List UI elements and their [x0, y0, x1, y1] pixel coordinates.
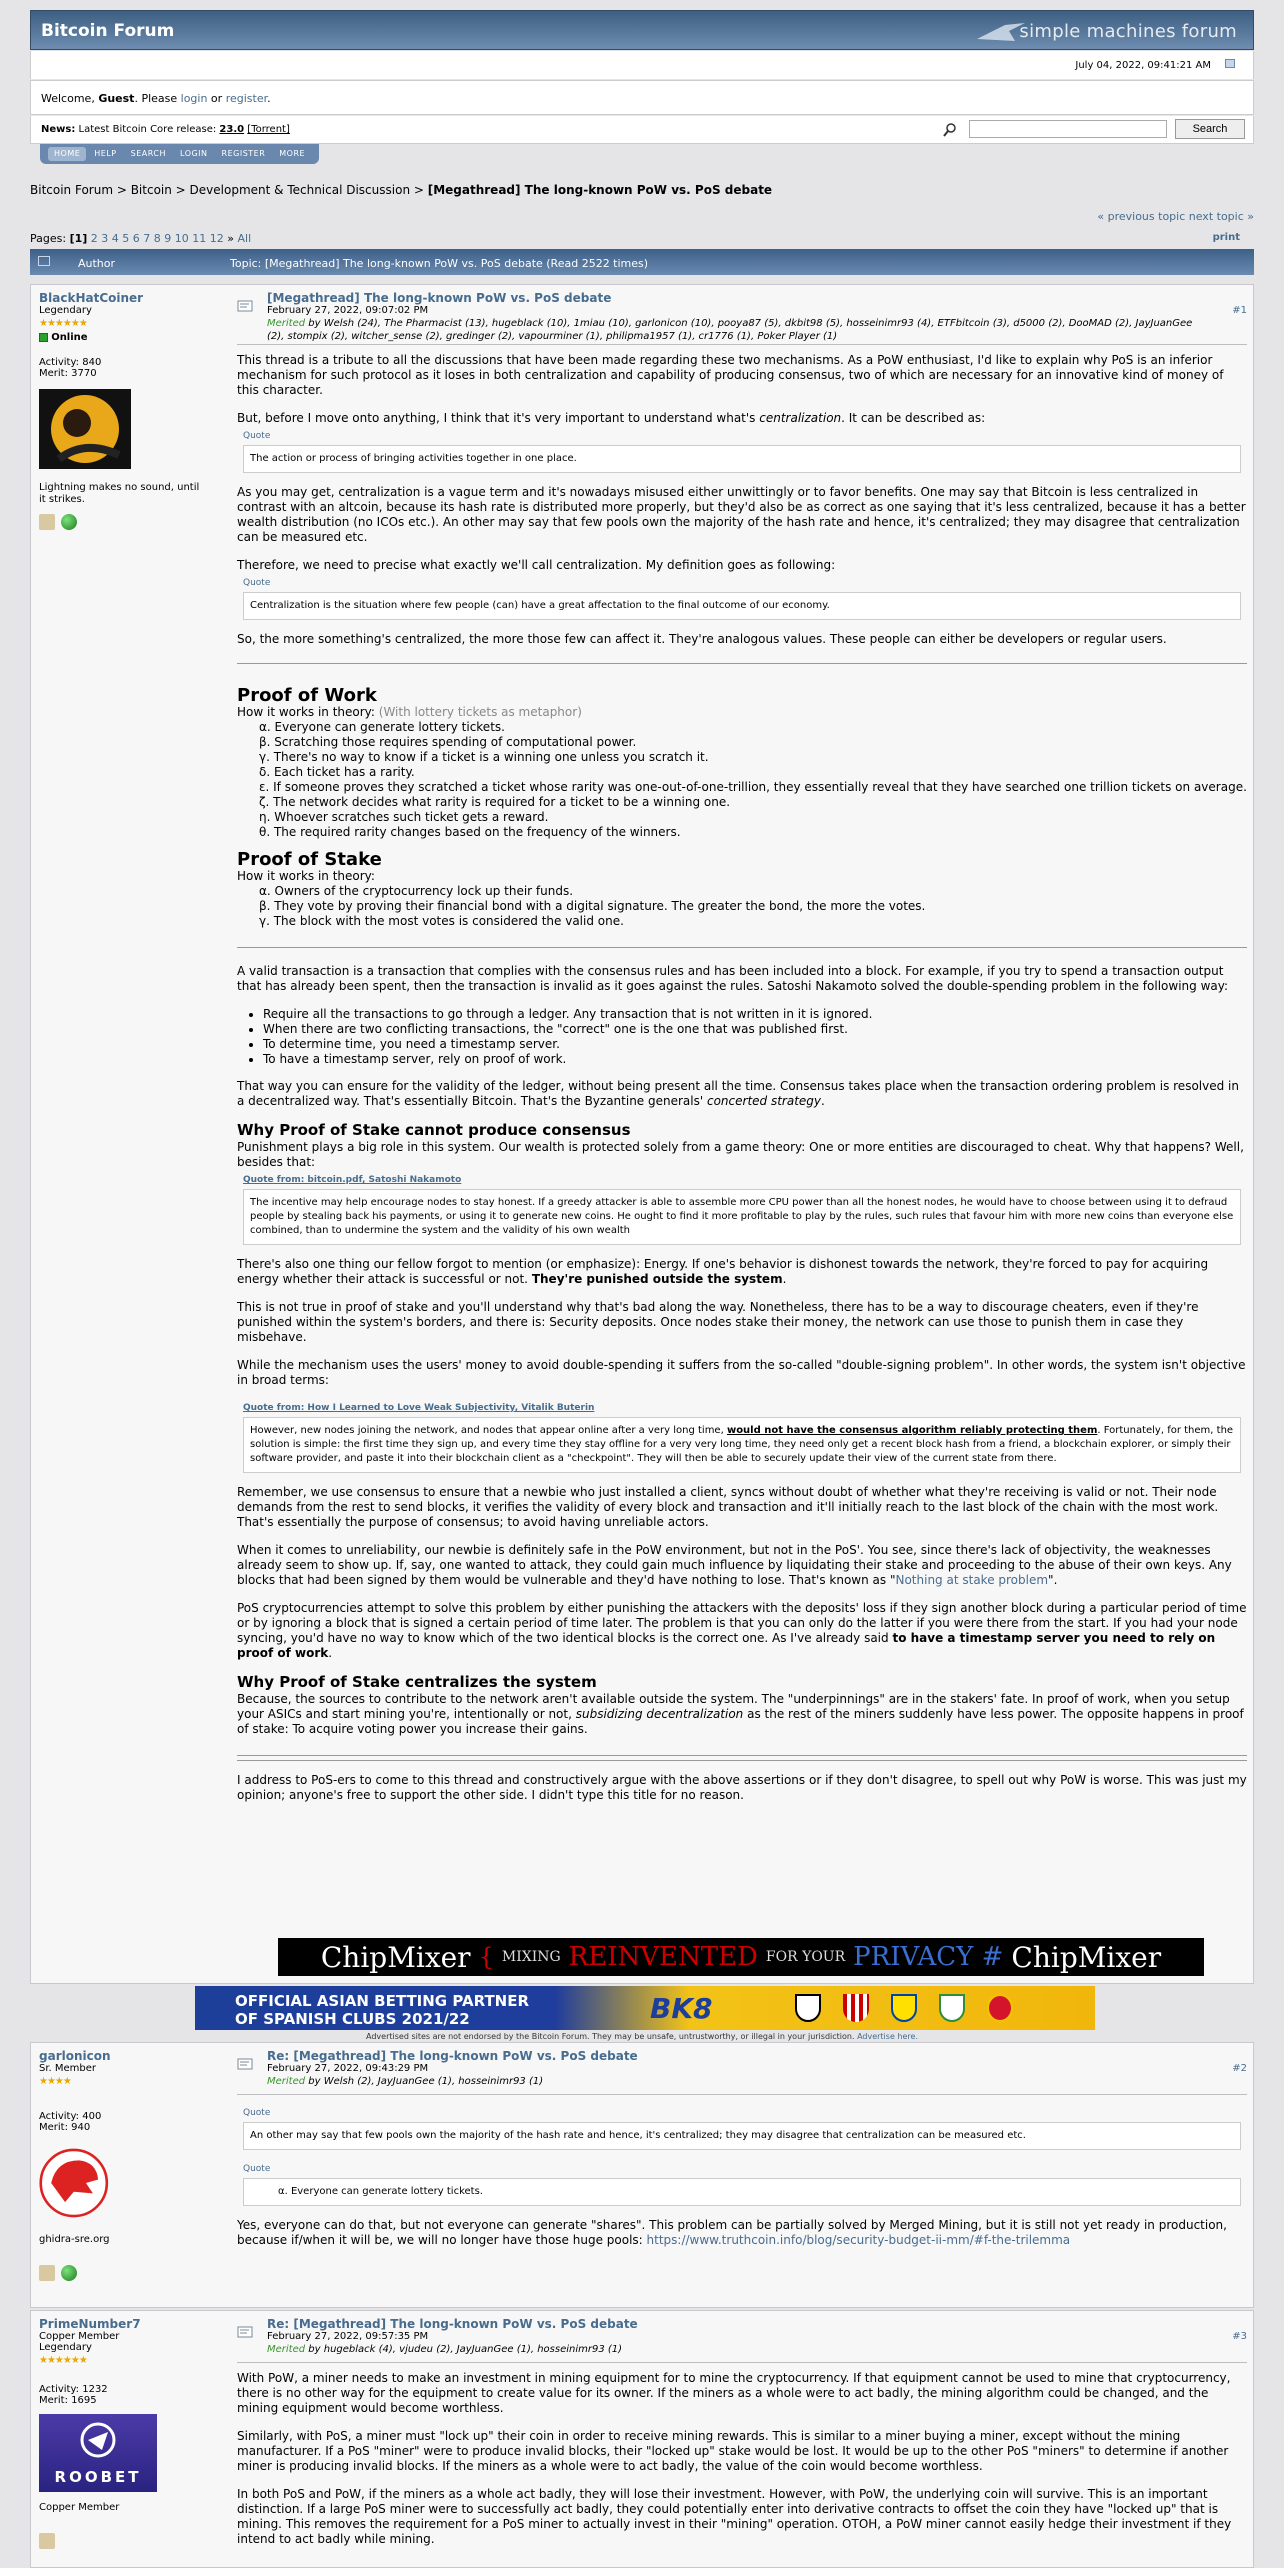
quote-block: The action or process of bringing activities together in one place. [243, 445, 1241, 473]
post-page-icon [237, 2325, 255, 2339]
welcome-end: . [267, 92, 271, 105]
advertise-here-link[interactable]: Advertise here. [857, 2032, 918, 2041]
search-input[interactable] [969, 120, 1167, 138]
post-content [237, 2363, 1247, 2547]
page-link[interactable]: 12 [209, 232, 224, 245]
poster-signature: Lightning makes no sound, until it strikes. [39, 482, 200, 505]
main-menu [40, 144, 319, 164]
smf-logo-text: simple machines forum [1019, 21, 1237, 42]
page-link[interactable]: 4 [111, 232, 119, 245]
post-page-icon [237, 299, 255, 313]
text: Because, the sources to contribute to the network aren't available outside the system. The "underpinnings" are in the stakers' fate. In proof of work, when you setup your ASICs and start mining you're, intentionally or not, [237, 1692, 1230, 1721]
paragraph [237, 1543, 1247, 1588]
avatar [39, 2414, 157, 2492]
poster-name[interactable]: BlackHatCoiner [39, 291, 144, 305]
poster-actions [39, 2265, 229, 2281]
poster-signature: ghidra-sre.org [39, 2234, 110, 2245]
poster-merit: Merit: 3770 [39, 368, 97, 379]
list-item: α. Everyone can generate lottery tickets. [259, 720, 505, 734]
collapse-toggle-icon[interactable] [1225, 59, 1235, 68]
ad-line2: OF SPANISH CLUBS 2021/22 [235, 2010, 470, 2028]
quote-block: An other may say that few pools own the majority of the hash rate and hence, it's centralized; they may disagree that centralization can be measured etc. [243, 2122, 1241, 2150]
club-badges [795, 1994, 1013, 2022]
ad-brand-logo: BK8 [650, 1992, 713, 2025]
paragraph: I address to PoS-ers to come to this thread and constructively argue with the above assertions or if they don't disagree, to spell out why PoW is worse. This was just my opinion; anyone's free to support the other side. I didn't type this title for no reason. [237, 1773, 1247, 1802]
quote-header[interactable]: Quote from: How I Learned to Love Weak Subjectivity, Vitalik Buterin [243, 1403, 595, 1413]
club-badge-icon [843, 1994, 869, 2022]
post-title[interactable]: Re: [Megathread] The long-known PoW vs. PoS debate [267, 2317, 638, 2331]
ad-note-text: Advertised sites are not endorsed by the Bitcoin Forum. They may be unsafe, untrustworthy, or illegal in your jurisdiction. [366, 2032, 855, 2041]
club-badge-icon [987, 1994, 1013, 2022]
post-body [237, 2049, 1247, 2261]
page-link[interactable]: 8 [153, 232, 161, 245]
post-date: February 27, 2022, 09:43:29 PM [267, 2063, 429, 2074]
chipmixer-reinvented: REINVENTED [568, 1942, 758, 1972]
club-badge-icon [795, 1994, 821, 2022]
page-link[interactable]: 5 [122, 232, 130, 245]
bold-text: They're punished outside the system [531, 1272, 783, 1286]
chipmixer-right: ChipMixer [1011, 1940, 1162, 1974]
rank-stars-icon: ★★★★ [39, 2076, 71, 2087]
topic-column-header: Topic: [Megathread] The long-known PoW vs. PoS debate (Read 2522 times) [230, 257, 649, 270]
section-heading: Proof of Stake [237, 849, 382, 870]
avatar-text: ROOBET [54, 2468, 142, 2486]
paragraph: This is not true in proof of stake and you'll understand why that's bad along the way. Nonetheless, there has to be a way to discourage cheaters, even if they're punished within the system's borders, and there is: Security deposits. Once nodes stake their money, the network can use those to punish them in case they misbehave. [237, 1300, 1199, 1344]
paragraph: While the mechanism uses the users' money to avoid double-spending it suffers from the so-called "double-signing problem". In other words, the system isn't objective in broad terms: [237, 1358, 1246, 1387]
poster-signature: Copper Member [39, 2502, 120, 2513]
chipmixer-privacy: PRIVACY # [853, 1942, 1004, 1972]
ad-disclaimer [0, 2032, 1284, 2041]
breadcrumb-board[interactable]: Development & Technical Discussion [189, 183, 411, 197]
author-column-header: Author [78, 257, 116, 270]
guest-label: Guest [98, 92, 135, 105]
previous-topic-link[interactable]: « previous topic [1097, 210, 1186, 223]
text: . Fortunately, for them, the solution is simple: the first time they sign up, and every time they stay offline for a very very long time, they need only get a recent block hash from a friend, a blockchain explorer, or simply their software provider, and paste it into their blockchain client as a "checkpoint". They will then be able to securely update their view of the current state from there. [250, 1425, 1234, 1464]
nothing-at-stake-link[interactable]: Nothing at stake problem [895, 1573, 1049, 1587]
bullet-list [263, 1007, 1247, 1067]
core-version-link[interactable]: 23.0 [219, 124, 245, 135]
paragraph: As you may get, centralization is a vague term and it's nowadays misused either unwittingly or to favor benefits. One may say that Bitcoin is less centralized in contrast with an altcoin, because its hash rate is distributed more properly, but they'd also be as correct as one saying that it's less centralized, because it has a better wealth distribution (no ICOs etc.). An other may say that few pools own the majority of the hash rate and hence, it's centralized; they may disagree that centralization can be measured etc. [237, 485, 1246, 544]
section-heading: Why Proof of Stake centralizes the system [237, 1673, 597, 1691]
topic-table-header [30, 249, 1254, 275]
quote-header[interactable]: Quote from: bitcoin.pdf, Satoshi Nakamoto [243, 1175, 462, 1185]
list-item: γ. The block with the most votes is considered the valid one. [259, 914, 624, 928]
paragraph [237, 1692, 1247, 1737]
page-link[interactable]: 10 [174, 232, 189, 245]
post-content [237, 2095, 1247, 2248]
breadcrumb-topic[interactable]: [Megathread] The long-known PoW vs. PoS debate [427, 183, 773, 197]
poster-info [39, 291, 229, 530]
welcome-mid: . Please [134, 92, 181, 105]
divider [237, 947, 1247, 948]
post-number[interactable]: #2 [1232, 2063, 1247, 2074]
bold-text: to have a timestamp server you need to rely on proof of work [237, 1631, 1216, 1660]
poster-actions [39, 514, 229, 530]
current-page: [1] [69, 232, 88, 245]
profile-icon[interactable] [39, 2533, 55, 2549]
paragraph: With PoW, a miner needs to make an investment in mining equipment for to mine the cryptocurrency. If that equipment cannot be used to mine that cryptocurrency, there is no other way for the equipment to create value for its owner. If the miners as a whole were to act badly, the mining algorithm could be changed, and the mining equipment would become worthless. [237, 2371, 1231, 2415]
emphasis: subsidizing decentralization [575, 1707, 744, 1721]
paragraph [237, 1079, 1247, 1109]
merited-by-list: by Welsh (2), JayJuanGee (1), hosseinimr93 (1) [308, 2076, 544, 2087]
text: PoS cryptocurrencies attempt to solve this problem by either punishing the attackers with the deposits' loss if they sign another block during a particular period of time or by ignoring a block that is signed a certain period of time later. The problem is that you can only do the latter if you were there from the start. If you had your node syncing, you'd have no way to know which of the two identical blocks is the correct one. As I've already said [237, 1601, 1247, 1645]
list-item: β. They vote by proving their financial bond with a digital signature. The greater the bond, the more the votes. [259, 899, 926, 913]
online-icon [39, 333, 48, 342]
post-merits [267, 2075, 1207, 2088]
section-heading: Proof of Work [237, 685, 377, 706]
welcome-panel [30, 80, 1254, 115]
paragraph [237, 411, 1247, 426]
online-status [39, 332, 229, 343]
chipmixer-mixing: MIXING [501, 1949, 561, 1965]
website-globe-icon[interactable] [61, 514, 77, 530]
date-bar [30, 51, 1254, 79]
poster-merit: Merit: 940 [39, 2122, 91, 2133]
text: However, new nodes joining the network, and nodes that appear online after a very long time, [250, 1425, 727, 1436]
post [30, 2042, 1254, 2308]
print-link[interactable]: print [1212, 232, 1240, 243]
news-text [41, 124, 290, 135]
divider [237, 1760, 1247, 1761]
welcome-or: or [207, 92, 226, 105]
poster-name[interactable]: garlonicon [39, 2049, 111, 2063]
profile-icon[interactable] [39, 514, 55, 530]
post-number[interactable]: #1 [1232, 305, 1247, 316]
page-link[interactable]: 6 [132, 232, 140, 245]
quote-header[interactable]: Quote [243, 578, 271, 588]
topic-icon [38, 256, 50, 266]
breadcrumb-forum[interactable]: Bitcoin Forum [30, 183, 114, 197]
torrent-link[interactable]: [Torrent] [247, 124, 290, 135]
merited-by-list: by Welsh (24), The Pharmacist (13), hugeblack (10), 1miau (10), garlonicon (10), pooya87 (5), dkbit98 (5), hosseinimr93 (4), ETFbitcoin (3), d5000 (2), DooMAD (2), JayJuanGee (2), stompix (2), witcher_sense (2), gredinger (2), vapourminer (1), philipma1957 (1), cr1776 (1), Poker Player (1) [267, 318, 1193, 342]
search-button[interactable]: Search [1175, 119, 1245, 139]
welcome-prefix: Welcome, [41, 92, 99, 105]
text: as the rest of the miners suddenly have less power. The opposite happens in proof of stake: To acquire voting power you increase their gains. [237, 1707, 1244, 1736]
merited-label: Merited [267, 2344, 306, 2355]
pages-more: » [227, 232, 235, 245]
text: . [782, 1272, 787, 1286]
section-heading: Why Proof of Stake cannot produce consensus [237, 1121, 631, 1139]
divider [237, 1755, 1247, 1756]
signature-banner[interactable] [278, 1938, 1204, 1976]
pow-intro [237, 705, 1247, 720]
ad-line1: OFFICIAL ASIAN BETTING PARTNER [235, 1992, 530, 2010]
poster-rank: Sr. Member [39, 2063, 97, 2074]
website-globe-icon[interactable] [61, 2265, 77, 2281]
list-item: • To have a timestamp server, rely on proof of work. [263, 1052, 1247, 1067]
club-badge-icon [891, 1994, 917, 2022]
post-title[interactable]: Re: [Megathread] The long-known PoW vs. PoS debate [267, 2049, 638, 2063]
post [30, 2310, 1254, 2568]
merited-label: Merited [267, 2076, 306, 2087]
post-header [237, 2317, 1247, 2363]
truthcoin-link[interactable]: https://www.truthcoin.info/blog/security-budget-ii-mm/#f-the-trilemma [646, 2233, 1071, 2247]
paragraph: This thread is a tribute to all the discussions that have been made regarding these two mechanisms. As a PoW enthusiast, I'd like to explain why PoS is an inferior mechanism for such protocol as it loses in both centralization and capability of producing consensus, two of which are necessary for an innovative kind of money of this character. [237, 353, 1224, 397]
pages-label: Pages: [30, 232, 70, 245]
rank-stars-icon: ★★★★★★ [39, 2355, 87, 2366]
list-item: • To determine time, you need a timestamp server. [263, 1037, 1247, 1052]
breadcrumb-bitcoin[interactable]: Bitcoin [130, 183, 172, 197]
menu-search[interactable]: SEARCH [130, 149, 167, 158]
chipmixer-left: ChipMixer [320, 1940, 471, 1974]
underlined-text: would not have the consensus algorithm reliably protecting them [726, 1425, 1098, 1436]
quote-block [243, 1417, 1241, 1473]
poster-info [39, 2049, 229, 2281]
paragraph: In both PoS and PoW, if the miners as a whole act badly, they will lose their investment. However, with PoW, the underlying coin will survive. This is an important distinction. If a large PoS miner were to successfully act badly, they could potentially enter into derivative contracts to offset the coin they have "locked up" that is mining. This removes the requirement for a PoS miner to actually invest in their "mining" operation. OTOH, a PoW miner cannot easily hedge their investment if they intend to act badly while mining. [237, 2487, 1232, 2546]
emphasis: centralization [759, 411, 842, 425]
page-link[interactable]: 7 [143, 232, 151, 245]
post-title[interactable]: [Megathread] The long-known PoW vs. PoS debate [267, 291, 612, 305]
post-merits [267, 317, 1207, 343]
register-link[interactable]: register [225, 92, 268, 105]
next-topic-link[interactable]: next topic » [1188, 210, 1254, 223]
list-item: ζ. The network decides what rarity is required for a ticket to be a winning one. [259, 795, 731, 809]
news-body: Latest Bitcoin Core release: [75, 124, 220, 135]
pos-list [259, 884, 1247, 929]
post-header [237, 2049, 1247, 2095]
list-item: ε. If someone proves they scratched a ticket whose rarity was one-out-of-one-trillion, they essentially reveal that they have searched one trillion tickets on average. [259, 780, 1247, 794]
pow-list [259, 720, 1247, 840]
poster-actions [39, 2533, 229, 2549]
post-body [237, 291, 1247, 1816]
list-item: θ. The required rarity changes based on the frequency of the winners. [259, 825, 681, 839]
poster-activity: Activity: 400 [39, 2111, 102, 2122]
menu-help[interactable]: HELP [94, 149, 117, 158]
paragraph: So, the more something's centralized, the more those few can affect it. They're analogous values. These people can either be developers or regular users. [237, 632, 1167, 646]
text: But, before I move onto anything, I think that it's very important to understand what's [237, 411, 760, 425]
paragraph: Therefore, we need to precise what exactly we'll call centralization. My definition goes as following: [237, 558, 836, 572]
chipmixer-bracket: { [478, 1943, 494, 1971]
text: . It can be described as: [841, 411, 986, 425]
quote-header[interactable]: Quote [243, 2164, 271, 2174]
text: . [328, 1646, 333, 1660]
text: When it comes to unreliability, our newbie is definitely safe in the PoW environment, but not in the PoS'. You see, since there's lack of objectivity, the weaknesses already seem to show up. If, say, one wanted to attack, they could gain much influence by liquidating their stake and proceeding to the abuse of their own keys. Any blocks that had been signed by them would be vulnerable and they'd have nothing to lose. That's known as " [237, 1543, 1232, 1587]
online-label: Online [51, 332, 88, 343]
poster-activity: Activity: 840 [39, 357, 102, 368]
news-label: News: [41, 124, 76, 135]
post-content [237, 345, 1247, 1803]
all-pages-link[interactable]: All [237, 232, 252, 245]
text: There's also one thing our fellow forgot to mention (or emphasize): Energy. If one's behavior is dishonest towards the network, they're forced to pay for acquiring energy whether their attack is successful or not. [237, 1257, 1209, 1286]
poster-rank: Legendary [39, 305, 92, 316]
merited-label: Merited [267, 318, 306, 329]
rank-stars-icon: ★★★★★★ [39, 318, 87, 329]
list-item: γ. There's no way to know if a ticket is a winning one unless you scratch it. [259, 750, 709, 764]
quote-block: α. Everyone can generate lottery tickets. [243, 2178, 1241, 2206]
text: . [821, 1094, 825, 1108]
club-badge-icon [939, 1994, 965, 2022]
search-icon [943, 123, 957, 137]
avatar [39, 2143, 119, 2223]
menu-home[interactable]: HOME [48, 147, 86, 161]
page-link[interactable]: 9 [164, 232, 172, 245]
quote-header[interactable]: Quote [243, 2108, 271, 2118]
emphasis: concerted strategy [706, 1094, 822, 1108]
paragraph: Punishment plays a big role in this system. Our wealth is protected solely from a game theory: One or more entities are discouraged to cheat. Why that happens? Well, besides that: [237, 1140, 1244, 1169]
profile-icon[interactable] [39, 2265, 55, 2281]
poster-info [39, 2317, 229, 2549]
poster-name[interactable]: PrimeNumber7 [39, 2317, 141, 2331]
list-item: β. Scratching those requires spending of computational power. [259, 735, 637, 749]
forum-title[interactable]: Bitcoin Forum [41, 21, 175, 41]
forum-header [30, 10, 1254, 50]
poster-merit: Merit: 1695 [39, 2395, 97, 2406]
divider [237, 663, 1247, 664]
list-item: • Require all the transactions to go through a ledger. Any transaction that is not written in it is ignored. [263, 1007, 1247, 1022]
pow-metaphor: (With lottery tickets as metaphor) [378, 705, 582, 719]
paragraph [237, 2218, 1247, 2248]
list-item: α. Owners of the cryptocurrency lock up their funds. [259, 884, 574, 898]
quote-block: Centralization is the situation where few people (can) have a great affectation to the final outcome of our economy. [243, 592, 1241, 620]
post-date: February 27, 2022, 09:57:35 PM [267, 2331, 429, 2342]
post-merits [267, 2343, 1207, 2356]
current-date: July 04, 2022, 09:41:21 AM [1075, 60, 1211, 71]
welcome-text [41, 92, 271, 105]
list-item: δ. Each ticket has a rarity. [259, 765, 415, 779]
paragraph [237, 1257, 1247, 1287]
menu-register[interactable]: REGISTER [221, 149, 266, 158]
poster-rank-secondary: Legendary [39, 2342, 92, 2353]
paragraph: A valid transaction is a transaction that complies with the consensus rules and has been included into a block. For example, if you try to spend a transaction output that has already been spent, then the transaction is invalid as it goes against the rules. Satoshi Nakamoto solved the double-spending problem in the following way: [237, 964, 1229, 993]
paragraph [237, 1601, 1247, 1661]
breadcrumb: Bitcoin Forum > Bitcoin > Development & Technical Discussion > [Megathread] The long-known PoW vs. PoS debate [30, 183, 773, 197]
news-bar [30, 116, 1254, 144]
post-header [237, 291, 1247, 345]
text: How it works in theory: [237, 705, 379, 719]
roobet-logo-icon [78, 2420, 118, 2460]
pos-intro: How it works in theory: [237, 869, 375, 883]
paragraph: Remember, we use consensus to ensure that a newbie who just installed a client, syncs without doubt of whether what they're receiving is valid or not. Their node demands from the rest to send blocks, it verifies the validity of every block and transaction and it'll initially reach to the last block of the chain with the most work. That's essentially the purpose of consensus; to avoid having unreliable actors. [237, 1485, 1219, 1529]
list-item: η. Whoever scratches such ticket gets a reward. [259, 810, 549, 824]
chipmixer-for-your: FOR YOUR [765, 1949, 846, 1965]
menu-login[interactable]: LOGIN [180, 149, 208, 158]
text: That way you can ensure for the validity of the ledger, without being present all the time. Consensus takes place when the transaction ordering problem is resolved in a decentralized way. That's essentially Bitcoin. That's the Byzantine generals' [237, 1079, 1239, 1108]
page-link[interactable]: 3 [101, 232, 109, 245]
post-page-icon [237, 2057, 255, 2071]
paragraph: Similarly, with PoS, a miner must "lock up" their coin in order to receive mining rewards. This is similar to a miner buying a miner, except without the mining manufacturer. If a PoS "miner" were to produce invalid blocks, their "locked up" stake would be lost. It would be up to the other PoS "miners" to determine if another miner is producing invalid blocks. If the miners as a whole were to act badly, the value of the coin would become worthless. [237, 2429, 1229, 2473]
poster-activity: Activity: 1232 [39, 2384, 108, 2395]
topic-navigation [1097, 210, 1254, 223]
merited-by-list: by hugeblack (4), vjudeu (2), JayJuanGee (1), hosseinimr93 (1) [308, 2344, 623, 2355]
text: ". [1048, 1573, 1058, 1587]
page-link[interactable]: 2 [90, 232, 98, 245]
poster-rank: Copper Member [39, 2331, 120, 2342]
list-item: • When there are two conflicting transactions, the "correct" one is the one that was published first. [263, 1022, 1247, 1037]
post [30, 284, 1254, 1984]
pagination [30, 232, 251, 245]
post-body [237, 2317, 1247, 2560]
ad-banner[interactable] [195, 1986, 1095, 2030]
avatar [39, 389, 131, 469]
menu-more[interactable]: MORE [279, 149, 306, 158]
page-link[interactable]: 11 [192, 232, 207, 245]
quote-block: The incentive may help encourage nodes to stay honest. If a greedy attacker is able to assemble more CPU power than all the honest nodes, he would have to choose between using it to defraud people by stealing back his payments, or using it to generate new coins. He ought to find it more profitable to play by the rules, such rules that favour him with more new coins than everyone else combined, than to undermine the system and the validity of his own wealth [243, 1189, 1241, 1245]
post-number[interactable]: #3 [1232, 2331, 1247, 2342]
login-link[interactable]: login [180, 92, 208, 105]
quote-header[interactable]: Quote [243, 431, 271, 441]
text: Yes, everyone can do that, but not everyone can generate "shares". This problem can be partially solved by Merged Mining, but it is still not yet ready in production, because if/when it will be, we will no longer have those huge pools: [237, 2218, 1227, 2247]
post-date: February 27, 2022, 09:07:02 PM [267, 305, 429, 316]
